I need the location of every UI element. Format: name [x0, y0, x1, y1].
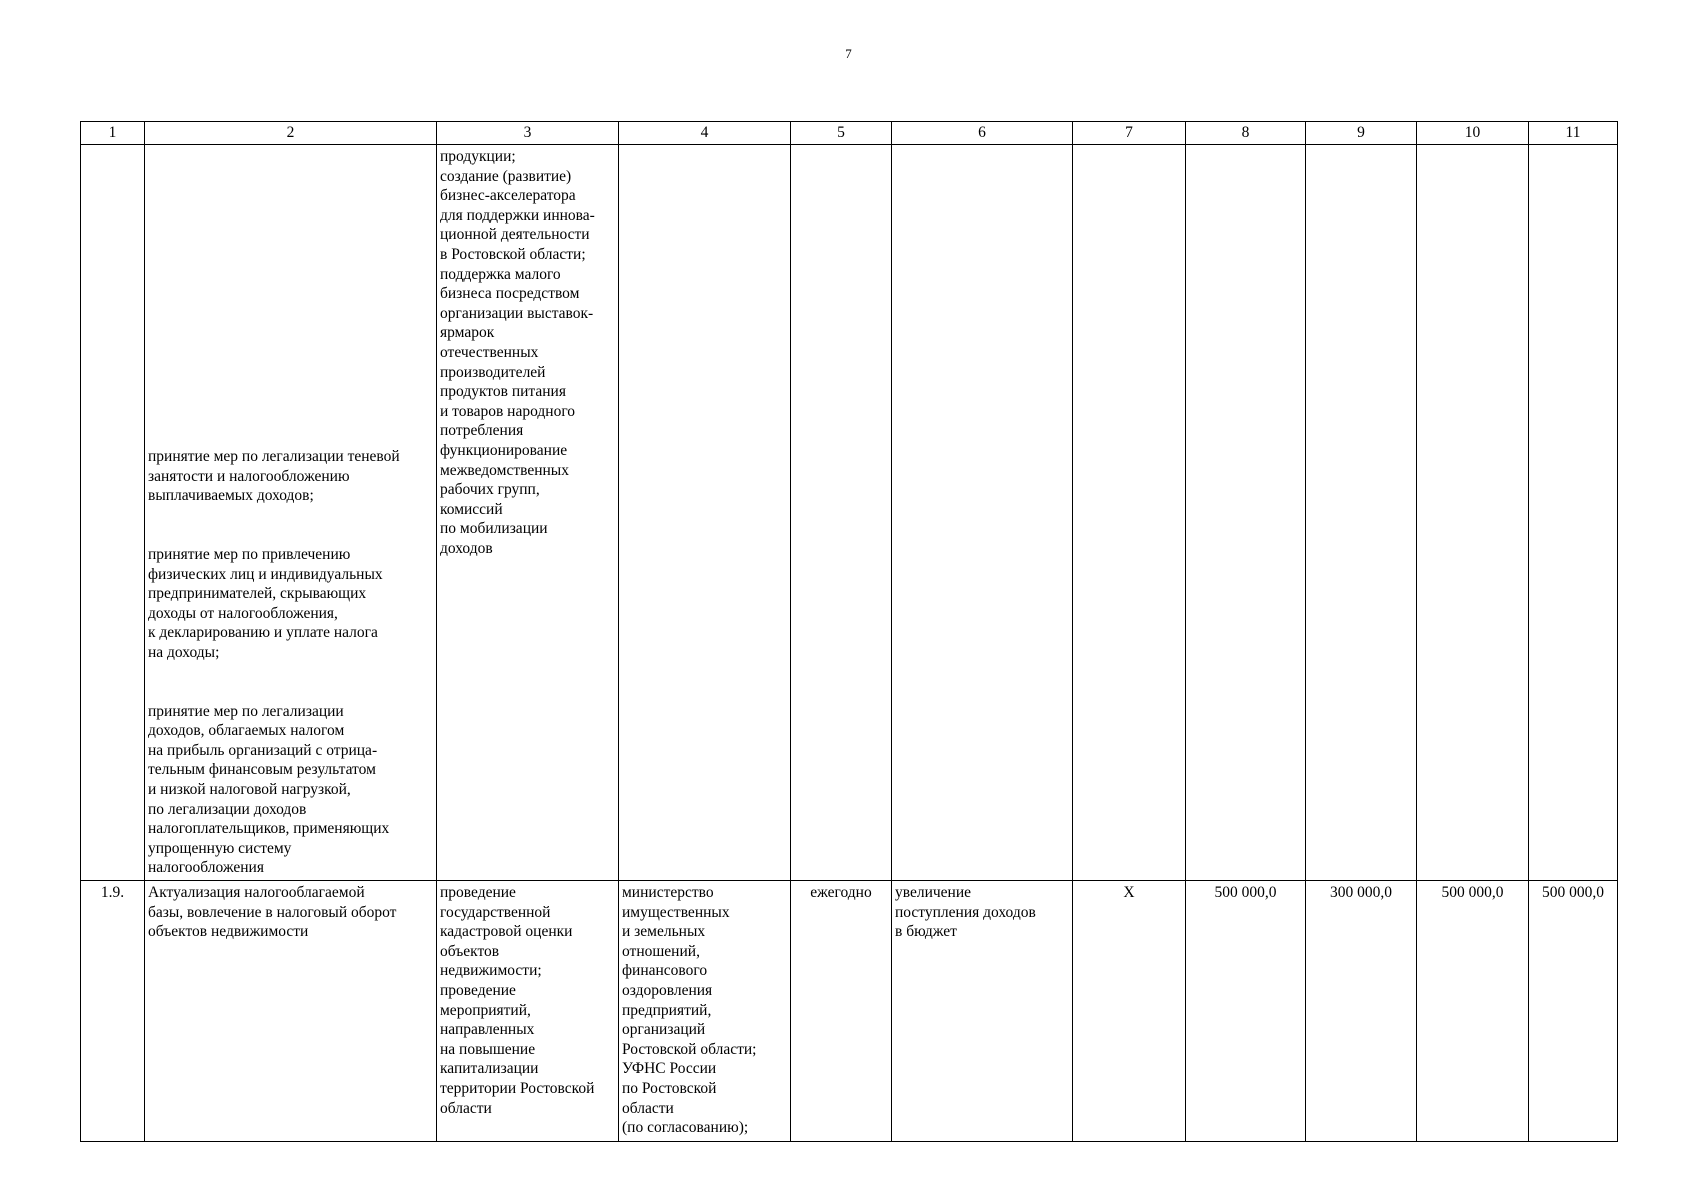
- cont-cell-9: [1306, 145, 1417, 881]
- column-number-2: 2: [145, 122, 437, 145]
- table-row-continuation: [81, 145, 1618, 881]
- column-number-9: 9: [1306, 122, 1417, 145]
- cont-cell-1: [81, 145, 145, 881]
- column-number-3: 3: [437, 122, 619, 145]
- period: ежегодно: [791, 881, 892, 1142]
- column-number-10: 10: [1417, 122, 1529, 145]
- activities: проведение государственной кадастровой оценки объектов недвижимости; проведение мероприятий, направленных на повышение капитализации территории Ростовской области: [437, 881, 619, 1142]
- column-number-row: [81, 122, 1618, 145]
- column-number-4: 4: [619, 122, 791, 145]
- col11-value: 500 000,0: [1529, 881, 1618, 1142]
- cont-cell-10: [1417, 145, 1529, 881]
- cont-cell-5: [791, 145, 892, 881]
- page-number: 7: [845, 46, 852, 61]
- cont-cell-8: [1186, 145, 1306, 881]
- row-number: 1.9.: [81, 881, 145, 1142]
- measures-table: [80, 121, 1618, 1142]
- col10-value: 500 000,0: [1417, 881, 1529, 1142]
- responsible-executors: министерство имущественных и земельных отношений, финансового оздоровления предприятий, организаций Ростовской области; УФНС России по Ростовской области (по согласованию);: [619, 881, 791, 1142]
- column-number-8: 8: [1186, 122, 1306, 145]
- col9-value: 300 000,0: [1306, 881, 1417, 1142]
- cont-cell-activities: продукции; создание (развитие) бизнес-акселератора для поддержки иннова- ционной деятельности в Ростовской области; поддержка малого бизнеса посредством организации выставок- ярмарок отечественных производителей продуктов питания и товаров народного потребления функционирование межведомственных рабочих групп, комиссий по мобилизации доходов: [437, 145, 619, 881]
- col7-value: X: [1073, 881, 1186, 1142]
- cont-cell-6: [892, 145, 1073, 881]
- column-number-11: 11: [1529, 122, 1618, 145]
- cont-cell-4: [619, 145, 791, 881]
- cont-cell-11: [1529, 145, 1618, 881]
- measure-name: Актуализация налогооблагаемой базы, вовлечение в налоговый оборот объектов недвижимости: [145, 881, 437, 1142]
- column-number-6: 6: [892, 122, 1073, 145]
- expected-result: увеличение поступления доходов в бюджет: [892, 881, 1073, 1142]
- cont-cell-measures: принятие мер по легализации теневой занятости и налогообложению выплачиваемых доходов; принятие мер по привлечению физических лиц и индивидуальных предпринимателей, скрывающих доходы от налогообложения, к декларированию и уплате налога на доходы; принятие мер по легализации доходов, облагаемых налогом на прибыль организаций с отрица- тельным финансовым результатом и низкой налоговой нагрузкой, по легализации доходов налогоплательщиков, применяющих упрощенную систему налогообложения: [145, 145, 437, 881]
- column-number-1: 1: [81, 122, 145, 145]
- cont-cell-7: [1073, 145, 1186, 881]
- table-row-1-9: [81, 881, 1618, 1142]
- column-number-7: 7: [1073, 122, 1186, 145]
- column-number-5: 5: [791, 122, 892, 145]
- col8-value: 500 000,0: [1186, 881, 1306, 1142]
